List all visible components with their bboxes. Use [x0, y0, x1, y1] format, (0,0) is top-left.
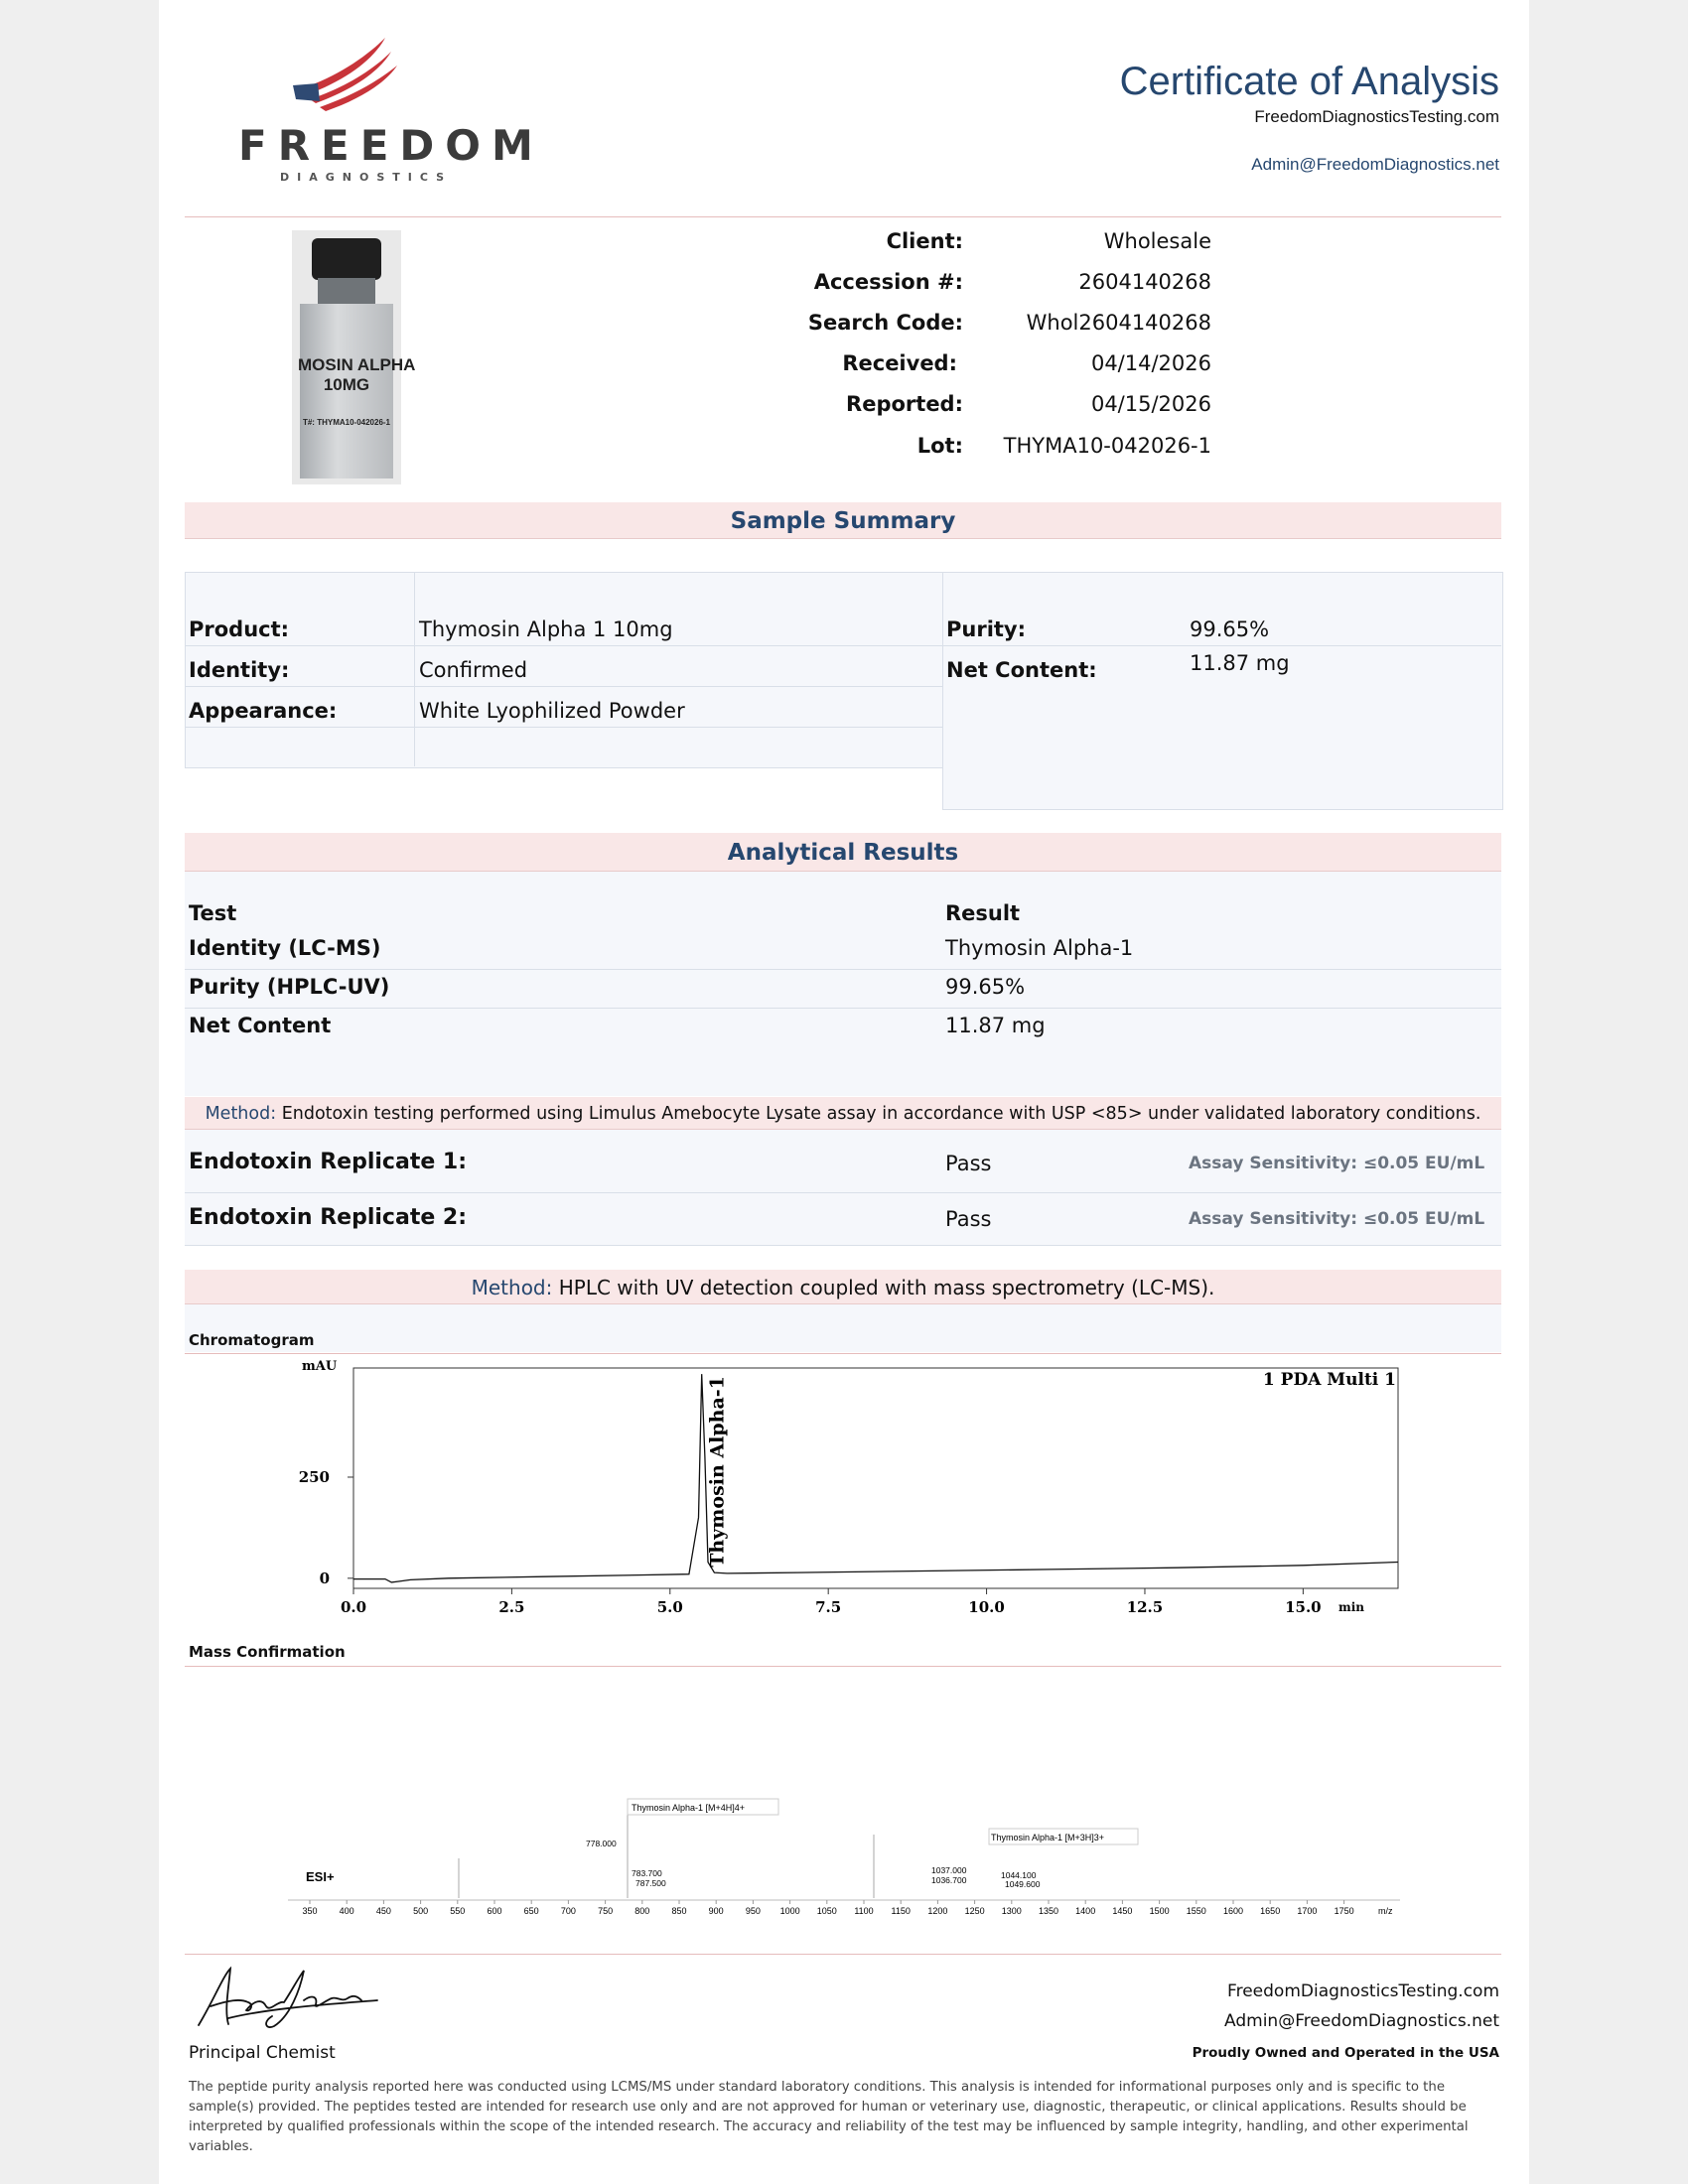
net-content-value: 11.87 mg [1190, 651, 1290, 675]
sample-summary-band [185, 502, 1501, 539]
chromatogram-ytick-label: 0 [319, 1569, 330, 1587]
client-value: Wholesale [1103, 229, 1211, 253]
mass-xtick-label: 450 [375, 1906, 391, 1916]
mass-xtick-label: 1450 [1112, 1906, 1133, 1916]
search-code-value: Whol2604140268 [1026, 311, 1211, 335]
appearance-value: White Lyophilized Powder [419, 699, 685, 723]
vial-photo [292, 230, 416, 484]
disclaimer: The peptide purity analysis reported here was conducted using LCMS/MS under standard laboratory conditions. This analysis is intended for informational purposes only and is specific to the sample(s) provided. The peptides tested are intended for research use only and are not approved for human or veterinary use, diagnostic, therapeutic, or clinical applications. Results should be interpreted by qualified professionals within the scope of the intended research. The accuracy and reliability of the test may be influenced by sample integrity, handling, and other experimental variables. [189, 2080, 1469, 2154]
identity-value: Confirmed [419, 658, 528, 682]
flag-wing-logo-icon [288, 38, 407, 117]
mass-xtick-label: 550 [450, 1906, 466, 1916]
peak-783: 783.700 [632, 1868, 662, 1878]
test-column-header: Test [189, 901, 237, 925]
endotoxin-method-text: Endotoxin testing performed using Limulus Amebocyte Lysate assay in accordance with USP <85> under validated laboratory conditions. [281, 1104, 1481, 1124]
document-title: Certificate of Analysis [1119, 60, 1499, 103]
hplc-method-label: Method: [471, 1276, 553, 1299]
analytical-band [185, 833, 1501, 872]
chromatogram-title: Chromatogram [189, 1331, 315, 1349]
peak-1049: 1049.600 [1005, 1879, 1041, 1889]
purity-label: Purity: [946, 617, 1027, 641]
chromatogram-channel-label: 1 PDA Multi 1 [1262, 1370, 1396, 1390]
chromatogram-ylabel: mAU [302, 1359, 338, 1374]
vial-label-line1: MOSIN ALPHA [298, 355, 416, 374]
m4h-label: Thymosin Alpha-1 [M+4H]4+ [632, 1803, 746, 1813]
mass-xtick-label: 1300 [1001, 1906, 1022, 1916]
reported-label: Reported: [846, 392, 963, 416]
endotoxin-replicate-1-sensitivity: Assay Sensitivity: ≤0.05 EU/mL [1189, 1154, 1485, 1173]
result-row-purity: 99.65% [945, 975, 1026, 999]
received-value: 04/14/2026 [1090, 351, 1211, 375]
mass-xtick-label: 700 [560, 1906, 576, 1916]
test-row-identity: Identity (LC-MS) [189, 936, 381, 960]
chromatogram-ytick-label: 250 [298, 1467, 330, 1486]
chromatogram-xtick-label: 10.0 [968, 1598, 1005, 1616]
endotoxin-replicate-2-label: Endotoxin Replicate 2: [189, 1205, 468, 1230]
chromatogram-frame [353, 1368, 1398, 1588]
mass-xtick-label: 1350 [1038, 1906, 1059, 1916]
result-column-header: Result [945, 901, 1021, 925]
endotoxin-method-band [185, 1097, 1501, 1130]
peak-1036: 1036.700 [931, 1875, 967, 1885]
chromatogram-xtick-label: 0.0 [340, 1598, 367, 1616]
vial-label-line2: 10MG [323, 375, 370, 394]
footer-email: Admin@FreedomDiagnostics.net [1224, 2011, 1499, 2031]
mass-xtick-label: 950 [745, 1906, 761, 1916]
mass-xtick-label: 1700 [1297, 1906, 1318, 1916]
sample-summary-title: Sample Summary [730, 508, 956, 534]
footer-website: FreedomDiagnosticsTesting.com [1227, 1981, 1499, 2001]
summary-left-grid [185, 572, 944, 768]
endotoxin-replicate-2-result: Pass [945, 1207, 992, 1231]
accession-value: 2604140268 [1078, 270, 1211, 294]
endotoxin-replicate-1-label: Endotoxin Replicate 1: [189, 1150, 468, 1174]
mass-xtick-label: 350 [302, 1906, 318, 1916]
endotoxin-replicate-2-sensitivity: Assay Sensitivity: ≤0.05 EU/mL [1189, 1209, 1485, 1229]
accession-label: Accession #: [813, 270, 963, 294]
lot-label: Lot: [916, 434, 963, 458]
product-label: Product: [189, 617, 290, 641]
mass-xtick-label: 1600 [1222, 1906, 1244, 1916]
mass-xtick-label: 650 [523, 1906, 539, 1916]
identity-label: Identity: [189, 658, 290, 682]
purity-value: 99.65% [1190, 617, 1270, 641]
header-divider [185, 216, 1501, 217]
company-subtitle: DIAGNOSTICS [280, 171, 453, 184]
header-website: FreedomDiagnosticsTesting.com [1254, 107, 1499, 126]
product-value: Thymosin Alpha 1 10mg [419, 617, 673, 641]
owned-operated: Proudly Owned and Operated in the USA [1192, 2045, 1499, 2061]
endotoxin-method [185, 1097, 1501, 1131]
chromatogram-chart [288, 1358, 1440, 1626]
result-row-identity: Thymosin Alpha-1 [945, 936, 1134, 960]
mass-xtick-label: 1250 [964, 1906, 985, 1916]
client-label: Client: [886, 229, 963, 253]
net-content-label: Net Content: [946, 658, 1097, 682]
mass-xtick-label: 1150 [891, 1906, 911, 1916]
mass-xtick-label: 850 [671, 1906, 687, 1916]
mass-xtick-label: 1500 [1149, 1906, 1170, 1916]
chromatogram-xtick-label: 7.5 [815, 1598, 842, 1616]
test-row-purity: Purity (HPLC-UV) [189, 975, 390, 999]
chromatogram-xtick-label: 2.5 [498, 1598, 525, 1616]
endotoxin-replicate-1-result: Pass [945, 1152, 992, 1175]
peak-1044: 1044.100 [1001, 1870, 1037, 1880]
mass-xtick-label: 800 [634, 1906, 650, 1916]
signature-image [189, 1961, 387, 2035]
lot-value: THYMA10-042026-1 [1003, 434, 1211, 458]
hplc-method-text: HPLC with UV detection coupled with mass spectrometry (LC-MS). [558, 1276, 1215, 1299]
mass-xtick-label: 500 [413, 1906, 429, 1916]
vial-label-line3: T#: THYMA10-042026-1 [302, 418, 391, 427]
header-email: Admin@FreedomDiagnostics.net [1251, 155, 1499, 174]
mass-xtick-label: 600 [487, 1906, 502, 1916]
mass-xtick-label: 1100 [854, 1906, 874, 1916]
mass-xunit: m/z [1378, 1906, 1393, 1916]
mass-xtick-label: 750 [598, 1906, 614, 1916]
mass-xtick-label: 1550 [1186, 1906, 1206, 1916]
m3h-label: Thymosin Alpha-1 [M+3H]3+ [991, 1833, 1105, 1843]
mass-xtick-label: 1000 [779, 1906, 800, 1916]
endotoxin-method-label: Method: [205, 1104, 277, 1124]
peak-778: 778.000 [586, 1839, 617, 1848]
mass-xtick-label: 1750 [1334, 1906, 1354, 1916]
peak-1037: 1037.000 [931, 1865, 967, 1875]
principal-chemist-label: Principal Chemist [189, 2043, 336, 2063]
peak-787: 787.500 [635, 1878, 666, 1888]
chromatogram-xunit: min [1338, 1600, 1364, 1614]
test-row-net-content: Net Content [189, 1014, 332, 1037]
company-name: FREEDOM [238, 121, 544, 170]
mass-xtick-label: 1650 [1260, 1906, 1281, 1916]
mass-confirmation-title: Mass Confirmation [189, 1643, 346, 1661]
mass-spectrum [288, 1787, 1430, 1916]
hplc-method-band [185, 1270, 1501, 1304]
chromatogram-xtick-label: 15.0 [1285, 1598, 1322, 1616]
mass-xtick-label: 1050 [816, 1906, 837, 1916]
mass-xtick-label: 900 [708, 1906, 724, 1916]
certificate-page [159, 0, 1529, 2184]
hplc-method [185, 1270, 1501, 1305]
chromatogram-trace [353, 1374, 1398, 1582]
reported-value: 04/15/2026 [1090, 392, 1211, 416]
search-code-label: Search Code: [807, 311, 963, 335]
result-row-net-content: 11.87 mg [945, 1014, 1046, 1037]
chromatogram-xtick-label: 5.0 [656, 1598, 683, 1616]
ionization-mode: ESI+ [306, 1869, 335, 1884]
mass-xtick-label: 1200 [927, 1906, 948, 1916]
mass-xtick-label: 1400 [1075, 1906, 1096, 1916]
mass-xtick-label: 400 [339, 1906, 354, 1916]
analytical-title: Analytical Results [727, 840, 959, 866]
appearance-label: Appearance: [189, 699, 338, 723]
received-label: Received: [842, 351, 957, 375]
summary-right-grid [942, 572, 1503, 810]
peak-label: Thymosin Alpha-1 [706, 1376, 729, 1568]
chromatogram-xtick-label: 12.5 [1126, 1598, 1164, 1616]
